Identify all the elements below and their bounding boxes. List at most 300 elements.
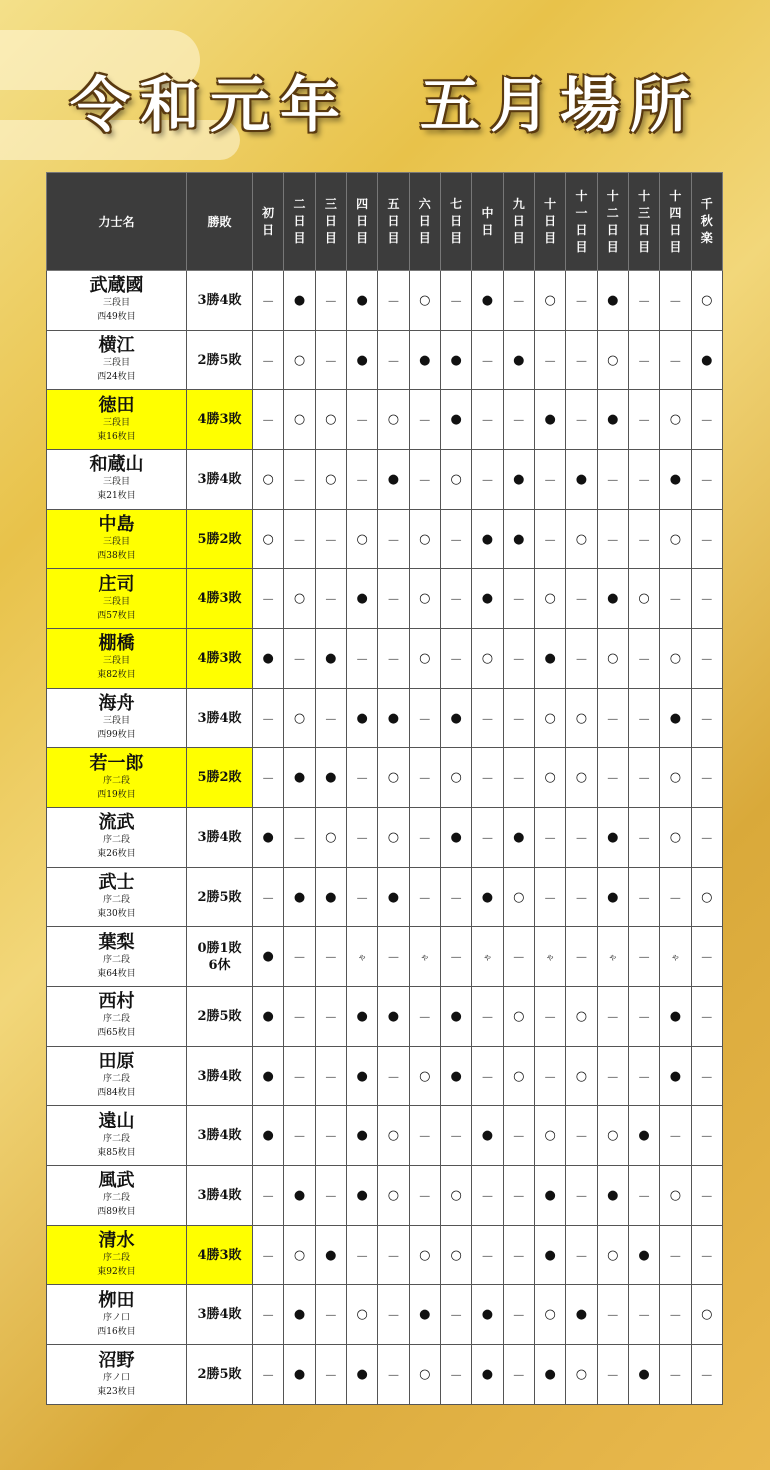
header-row xyxy=(47,173,723,271)
result-cell: ゃ xyxy=(346,927,377,987)
result-cell: － xyxy=(503,569,534,629)
result-cell: － xyxy=(597,1046,628,1106)
result-cell: － xyxy=(628,390,659,450)
wrestler-name: 清水 xyxy=(98,1230,135,1252)
result-cell: ● xyxy=(440,330,471,390)
wrestler-rank: 西16枚目 xyxy=(97,1326,136,1337)
result-cell: － xyxy=(472,390,503,450)
record-cell xyxy=(187,748,253,808)
result-cell: － xyxy=(472,808,503,868)
result-cell: － xyxy=(253,1345,284,1405)
result-cell: － xyxy=(503,390,534,450)
result-cell: ○ xyxy=(597,629,628,689)
result-cell: － xyxy=(503,1225,534,1285)
wrestler-division: 三段目 xyxy=(102,358,130,368)
result-cell: ○ xyxy=(409,1046,440,1106)
wrestler-name: 若一郎 xyxy=(89,752,144,774)
result-cell: ゃ xyxy=(472,927,503,987)
record-cell xyxy=(187,509,253,569)
wrestler-division: 序二段 xyxy=(102,1193,130,1204)
wrestler-cell xyxy=(47,271,187,331)
result-cell: ゃ xyxy=(534,927,565,987)
result-cell: － xyxy=(472,1225,503,1285)
table-row xyxy=(47,748,723,808)
result-cell: ● xyxy=(597,1166,628,1226)
wrestler-name: 田原 xyxy=(98,1051,135,1073)
result-cell: ● xyxy=(597,867,628,927)
result-cell: ○ xyxy=(660,390,691,450)
result-cell: ○ xyxy=(440,450,471,510)
header-day xyxy=(378,173,409,271)
table-row xyxy=(47,1225,723,1285)
table-row xyxy=(47,1046,723,1106)
table-row xyxy=(47,1285,723,1345)
page-title: 令和元年 五月場所 xyxy=(70,71,700,141)
header-day xyxy=(472,173,503,271)
result-cell: － xyxy=(628,509,659,569)
header-day-label: 二日目 xyxy=(293,197,306,245)
result-cell: － xyxy=(378,509,409,569)
result-cell: － xyxy=(597,450,628,510)
result-cell: ● xyxy=(472,509,503,569)
result-cell: ● xyxy=(284,1285,315,1345)
result-cell: ○ xyxy=(440,1225,471,1285)
result-cell: － xyxy=(284,450,315,510)
result-cell: － xyxy=(566,1106,597,1166)
result-cell: － xyxy=(440,271,471,331)
result-cell: ● xyxy=(378,867,409,927)
result-cell: ● xyxy=(253,987,284,1047)
record-cell xyxy=(187,1166,253,1226)
result-cell: － xyxy=(566,867,597,927)
result-cell: － xyxy=(503,1106,534,1166)
result-cell: ○ xyxy=(534,569,565,629)
result-cell: ● xyxy=(378,450,409,510)
result-cell: － xyxy=(315,1046,346,1106)
wrestler-division: 序二段 xyxy=(102,1014,130,1025)
wrestler-cell xyxy=(47,1285,187,1345)
record-text: 4勝3敗 xyxy=(197,650,242,666)
header-day xyxy=(691,173,722,271)
result-cell: － xyxy=(409,987,440,1047)
result-cell: － xyxy=(691,1106,722,1166)
result-cell: ● xyxy=(534,1225,565,1285)
result-cell: ○ xyxy=(566,688,597,748)
result-cell: － xyxy=(315,569,346,629)
record-text: 3勝4敗 xyxy=(197,471,242,487)
result-cell: ● xyxy=(440,808,471,868)
result-cell: － xyxy=(315,509,346,569)
result-cell: ● xyxy=(346,1345,377,1405)
header-day-label: 初日 xyxy=(262,205,275,237)
result-cell: － xyxy=(503,748,534,808)
wrestler-name: 葉梨 xyxy=(98,931,135,953)
result-cell: － xyxy=(691,569,722,629)
record-text: 2勝5敗 xyxy=(197,1008,242,1024)
wrestler-rank: 東16枚目 xyxy=(97,431,136,442)
result-cell: － xyxy=(597,987,628,1047)
result-cell: － xyxy=(253,688,284,748)
result-cell: － xyxy=(253,1285,284,1345)
table-row xyxy=(47,688,723,748)
wrestler-cell xyxy=(47,1345,187,1405)
result-cell: － xyxy=(660,569,691,629)
wrestler-division: 三段目 xyxy=(102,716,130,727)
result-cell: － xyxy=(472,987,503,1047)
result-cell: － xyxy=(534,1046,565,1106)
result-cell: ● xyxy=(440,390,471,450)
result-cell: － xyxy=(346,390,377,450)
result-cell: ● xyxy=(660,1046,691,1106)
result-cell: ○ xyxy=(660,629,691,689)
result-cell: － xyxy=(503,1285,534,1345)
table-row xyxy=(47,1345,723,1405)
wrestler-cell xyxy=(47,748,187,808)
record-text: 4勝3敗 xyxy=(197,1247,242,1263)
result-cell: － xyxy=(472,688,503,748)
result-cell: ○ xyxy=(534,748,565,808)
result-cell: ○ xyxy=(284,569,315,629)
result-cell: ○ xyxy=(378,808,409,868)
header-day-label: 三日目 xyxy=(324,197,337,245)
result-cell: ● xyxy=(346,987,377,1047)
header-day xyxy=(440,173,471,271)
result-cell: ゃ xyxy=(597,927,628,987)
result-cell: － xyxy=(628,1285,659,1345)
record-cell xyxy=(187,808,253,868)
result-cell: － xyxy=(440,1345,471,1405)
result-cell: ○ xyxy=(284,1225,315,1285)
wrestler-division: 三段目 xyxy=(102,477,130,488)
record-cell xyxy=(187,271,253,331)
result-cell: － xyxy=(253,569,284,629)
result-cell: ○ xyxy=(566,748,597,808)
result-cell: － xyxy=(440,509,471,569)
result-cell: ○ xyxy=(472,629,503,689)
result-cell: ● xyxy=(378,688,409,748)
header-day-label: 中日 xyxy=(481,205,494,237)
wrestler-cell xyxy=(47,1106,187,1166)
result-cell: ● xyxy=(409,1285,440,1345)
result-cell: － xyxy=(628,1046,659,1106)
header-day xyxy=(503,173,534,271)
result-cell: － xyxy=(472,1046,503,1106)
record-cell xyxy=(187,1046,253,1106)
header-day xyxy=(597,173,628,271)
result-cell: － xyxy=(503,688,534,748)
header-day xyxy=(284,173,315,271)
result-cell: ○ xyxy=(660,509,691,569)
wrestler-name: 中島 xyxy=(98,514,135,536)
result-cell: － xyxy=(660,1225,691,1285)
record-text: 3勝4敗 xyxy=(197,710,242,726)
result-cell: ● xyxy=(503,330,534,390)
result-cell: ● xyxy=(472,867,503,927)
record-cell xyxy=(187,987,253,1047)
result-cell: － xyxy=(628,688,659,748)
record-text: 3勝4敗 xyxy=(197,1307,242,1323)
wrestler-cell xyxy=(47,569,187,629)
result-cell: － xyxy=(660,1106,691,1166)
result-cell: － xyxy=(409,867,440,927)
record-cell xyxy=(187,330,253,390)
record-text: 2勝5敗 xyxy=(197,352,242,368)
result-cell: － xyxy=(691,629,722,689)
result-cell: － xyxy=(503,1166,534,1226)
result-cell: ● xyxy=(503,808,534,868)
result-cell: － xyxy=(566,271,597,331)
result-cell: － xyxy=(691,987,722,1047)
result-cell: － xyxy=(628,927,659,987)
table-row xyxy=(47,1166,723,1226)
result-cell: ○ xyxy=(566,509,597,569)
result-cell: － xyxy=(691,748,722,808)
result-cell: ● xyxy=(346,271,377,331)
result-cell: － xyxy=(378,271,409,331)
record-text: 3勝4敗 xyxy=(197,1187,242,1203)
result-cell: ● xyxy=(566,450,597,510)
result-cell: － xyxy=(440,867,471,927)
wrestler-cell xyxy=(47,987,187,1047)
result-cell: ○ xyxy=(409,509,440,569)
table-row xyxy=(47,390,723,450)
result-cell: ● xyxy=(472,569,503,629)
wrestler-rank: 東23枚目 xyxy=(97,1386,136,1397)
result-cell: ● xyxy=(315,629,346,689)
result-cell: ● xyxy=(284,271,315,331)
wrestler-division: 三段目 xyxy=(102,298,130,309)
result-cell: ● xyxy=(534,629,565,689)
result-cell: ○ xyxy=(503,1046,534,1106)
wrestler-name: 庄司 xyxy=(98,573,135,595)
result-cell: ○ xyxy=(597,1106,628,1166)
result-cell: ○ xyxy=(503,867,534,927)
wrestler-rank: 西49枚目 xyxy=(97,312,136,323)
result-cell: － xyxy=(691,1166,722,1226)
result-cell: － xyxy=(628,748,659,808)
wrestler-name: 遠山 xyxy=(98,1110,135,1132)
result-cell: ● xyxy=(597,569,628,629)
result-cell: － xyxy=(566,629,597,689)
result-cell: － xyxy=(409,808,440,868)
result-cell: ○ xyxy=(284,390,315,450)
header-day-label: 千秋楽 xyxy=(700,197,713,245)
header-day-label: 九日目 xyxy=(512,197,525,245)
result-cell: － xyxy=(597,748,628,808)
result-cell: － xyxy=(691,390,722,450)
result-cell: － xyxy=(660,271,691,331)
table-row xyxy=(47,927,723,987)
result-cell: ○ xyxy=(691,1285,722,1345)
result-cell: － xyxy=(253,330,284,390)
result-cell: ○ xyxy=(284,330,315,390)
result-cell: － xyxy=(409,1106,440,1166)
result-cell: － xyxy=(346,808,377,868)
result-cell: － xyxy=(346,867,377,927)
record-cell xyxy=(187,1106,253,1166)
result-cell: ● xyxy=(284,1166,315,1226)
result-cell: － xyxy=(472,330,503,390)
table-row xyxy=(47,987,723,1047)
result-cell: － xyxy=(628,867,659,927)
result-cell: － xyxy=(691,1345,722,1405)
header-day xyxy=(409,173,440,271)
result-cell: － xyxy=(253,1166,284,1226)
result-cell: － xyxy=(597,509,628,569)
record-cell xyxy=(187,1345,253,1405)
result-cell: － xyxy=(409,1166,440,1226)
wrestler-rank: 東82枚目 xyxy=(97,670,136,681)
result-cell: － xyxy=(691,927,722,987)
result-cell: － xyxy=(566,330,597,390)
result-cell: － xyxy=(253,271,284,331)
result-cell: － xyxy=(346,1225,377,1285)
result-cell: － xyxy=(440,629,471,689)
result-cell: － xyxy=(628,629,659,689)
wrestler-rank: 西38枚目 xyxy=(97,551,136,562)
result-cell: － xyxy=(284,629,315,689)
result-cell: － xyxy=(440,1285,471,1345)
result-cell: ● xyxy=(628,1106,659,1166)
result-cell: ゃ xyxy=(409,927,440,987)
result-cell: ● xyxy=(472,1345,503,1405)
result-cell: ● xyxy=(566,1285,597,1345)
result-cell: ○ xyxy=(378,748,409,808)
result-cell: － xyxy=(534,450,565,510)
wrestler-cell xyxy=(47,330,187,390)
result-cell: ● xyxy=(346,688,377,748)
header-day-label: 六日目 xyxy=(418,197,431,245)
wrestler-name: 海舟 xyxy=(98,693,135,715)
table-row xyxy=(47,450,723,510)
record-text: 3勝4敗 xyxy=(197,1128,242,1144)
record-cell xyxy=(187,1285,253,1345)
record-text: 2勝5敗 xyxy=(197,889,242,905)
result-cell: ● xyxy=(284,867,315,927)
result-cell: － xyxy=(566,808,597,868)
result-cell: ● xyxy=(472,1285,503,1345)
result-cell: － xyxy=(503,629,534,689)
result-cell: ● xyxy=(597,808,628,868)
result-cell: ○ xyxy=(253,450,284,510)
wrestler-cell xyxy=(47,509,187,569)
wrestler-rank: 西24枚目 xyxy=(97,372,136,382)
result-cell: － xyxy=(284,509,315,569)
wrestler-rank: 西89枚目 xyxy=(97,1207,136,1218)
record-text: 5勝2敗 xyxy=(197,770,242,786)
result-cell: ● xyxy=(440,987,471,1047)
result-cell: ○ xyxy=(597,1225,628,1285)
result-cell: － xyxy=(315,1106,346,1166)
result-cell: ○ xyxy=(253,509,284,569)
result-cell: － xyxy=(346,450,377,510)
result-cell: ○ xyxy=(346,509,377,569)
wrestler-rank: 西57枚目 xyxy=(97,610,136,621)
result-cell: － xyxy=(378,330,409,390)
header-day xyxy=(628,173,659,271)
result-cell: ○ xyxy=(315,808,346,868)
result-cell: － xyxy=(409,450,440,510)
result-cell: － xyxy=(378,569,409,629)
wrestler-rank: 西19枚目 xyxy=(97,789,136,800)
wrestler-rank: 東21枚目 xyxy=(97,491,136,502)
result-cell: － xyxy=(534,808,565,868)
result-cell: － xyxy=(566,1166,597,1226)
result-cell: ○ xyxy=(660,748,691,808)
result-cell: ● xyxy=(346,569,377,629)
result-cell: ● xyxy=(534,1166,565,1226)
record-text: 3勝4敗 xyxy=(197,1068,242,1084)
result-cell: ● xyxy=(284,1345,315,1405)
wrestler-name: 流武 xyxy=(98,812,135,834)
wrestler-cell xyxy=(47,1225,187,1285)
wrestler-division: 序二段 xyxy=(102,775,130,786)
wrestler-rank: 西65枚目 xyxy=(97,1028,136,1039)
result-cell: ● xyxy=(660,450,691,510)
result-cell: － xyxy=(253,867,284,927)
wrestler-rank: 東64枚目 xyxy=(97,968,136,979)
result-cell: ● xyxy=(503,450,534,510)
wrestler-cell xyxy=(47,390,187,450)
result-cell: － xyxy=(284,987,315,1047)
result-cell: － xyxy=(691,1225,722,1285)
result-cell: － xyxy=(378,629,409,689)
result-cell: － xyxy=(628,271,659,331)
header-day-label: 七日目 xyxy=(450,197,463,245)
header-day xyxy=(660,173,691,271)
table-row xyxy=(47,569,723,629)
record-text: 4勝3敗 xyxy=(197,591,242,607)
result-cell: － xyxy=(503,271,534,331)
result-cell: ○ xyxy=(660,808,691,868)
result-cell: － xyxy=(378,927,409,987)
table-row xyxy=(47,629,723,689)
table-row xyxy=(47,808,723,868)
result-cell: ○ xyxy=(409,629,440,689)
result-cell: ● xyxy=(346,1166,377,1226)
header-day-label: 十日目 xyxy=(544,197,557,245)
result-cell: ○ xyxy=(440,748,471,808)
result-cell: ● xyxy=(628,1345,659,1405)
result-cell: ○ xyxy=(315,390,346,450)
result-cell: － xyxy=(628,808,659,868)
result-cell: － xyxy=(440,1106,471,1166)
result-cell: ○ xyxy=(409,1345,440,1405)
wrestler-division: 序二段 xyxy=(102,835,130,846)
result-cell: ○ xyxy=(409,569,440,629)
result-cell: ● xyxy=(346,1106,377,1166)
result-cell: ○ xyxy=(691,271,722,331)
record-cell xyxy=(187,390,253,450)
result-cell: － xyxy=(440,569,471,629)
wrestler-rank: 東26枚目 xyxy=(97,849,136,860)
result-cell: － xyxy=(284,808,315,868)
record-text: 0勝1敗 xyxy=(197,940,242,956)
result-cell: － xyxy=(409,390,440,450)
result-cell: ● xyxy=(691,330,722,390)
result-cell: － xyxy=(534,987,565,1047)
result-cell: － xyxy=(378,1046,409,1106)
result-cell: － xyxy=(691,688,722,748)
header-day xyxy=(534,173,565,271)
result-cell: ○ xyxy=(315,450,346,510)
result-cell: － xyxy=(566,390,597,450)
result-cell: ○ xyxy=(346,1285,377,1345)
wrestler-division: 序二段 xyxy=(102,1253,130,1264)
wrestler-division: 序二段 xyxy=(102,1074,130,1085)
result-cell: ○ xyxy=(566,987,597,1047)
result-cell: － xyxy=(628,450,659,510)
